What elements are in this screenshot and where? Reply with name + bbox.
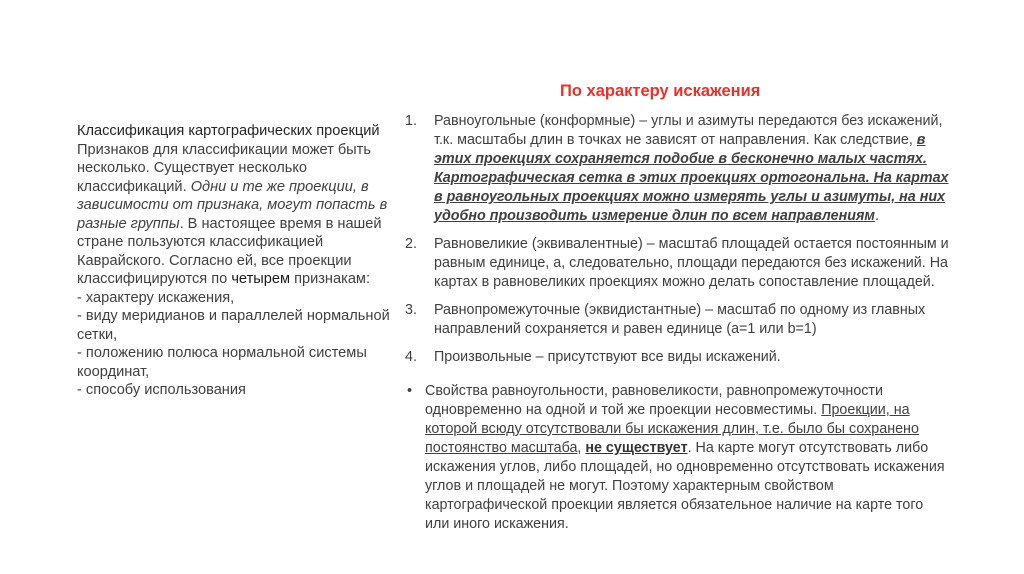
item-text: Равновеликие (эквивалентные) – масштаб площадей остается постоянным и равным единице, а, следовательно, площади передаются без искажений. На картах в равновеликих проекциях можно делать сопоставление площадей.	[434, 236, 949, 290]
section-title: По характеру искажения	[560, 82, 761, 100]
criteria-item: - положению полюса нормальной системы координат,	[77, 345, 367, 380]
item-emphasis: в этих проекциях сохраняется подобие в бесконечно малых частях. Картографическая сетка в этих проекциях ортогональна. На картах в равноугольных проекциях можно измерять углы и азимуты, на них удобно производить измерение длин по всем направлениям	[434, 132, 949, 224]
intro-italic: Одни и те же проекции, в зависимости от признака, могут попасть в разные группы	[77, 178, 388, 232]
note-rest: . На карте могут отсутствовать либо искажения углов, либо площадей, но одновременно отсутствовать искажения углов и площадей не могут. Поэтому характерным свойством картографической проекции является обязательное наличие на карте того или иного искажения.	[425, 440, 945, 532]
criteria-item: - способу использования	[77, 382, 246, 398]
item-end: .	[874, 208, 879, 224]
note-text: Свойства равноугольности, равновеликости, равнопромежуточности одновременно на одной и той же проекции несовместимы.	[425, 383, 883, 418]
classification-heading: Классификация картографических проекций	[77, 123, 380, 139]
list-item	[405, 112, 950, 226]
item-text: Произвольные – присутствуют все виды искажений.	[434, 349, 781, 365]
note-comma: ,	[577, 440, 586, 456]
note-paragraph	[405, 382, 950, 534]
classification-intro	[77, 122, 407, 400]
criteria-item: - характеру искажения,	[77, 289, 235, 306]
intro-text-2: . В настоящее время в нашей стране пользуются классификацией Каврайского. Согласно ей, все проекции классифицируются по	[77, 215, 382, 287]
note-underlined: Проекции, на которой всюду отсутствовали бы искажения длин, т.е. было бы сохранено постоянство масштаба	[425, 402, 919, 456]
list-item	[405, 348, 950, 367]
list-item	[405, 235, 950, 292]
intro-strong: четырем	[231, 271, 291, 287]
intro-tail: признакам:	[290, 271, 371, 287]
list-number: 3.	[405, 302, 417, 318]
note-bold-underlined: не существует	[585, 440, 688, 456]
list-number: 1.	[405, 113, 417, 129]
criteria-item: - виду меридианов и параллелей нормальной сетки,	[77, 308, 390, 343]
item-text: Равнопромежуточные (эквидистантные) – масштаб по одному из главных направлений сохраняется и равен единице (a=1 или b=1)	[434, 302, 926, 337]
intro-text: Признаков для классификации может быть несколько. Существует несколько классификаций.	[77, 141, 371, 195]
bullet-icon: •	[407, 383, 413, 399]
list-item	[405, 301, 950, 339]
list-number: 4.	[405, 349, 417, 365]
item-text: Равноугольные (конформные) – углы и азимуты передаются без искажений, т.к. масштабы длин в точках не зависят от направления. Как следствие,	[434, 113, 943, 148]
list-number: 2.	[405, 236, 417, 252]
distortion-list	[405, 112, 950, 534]
